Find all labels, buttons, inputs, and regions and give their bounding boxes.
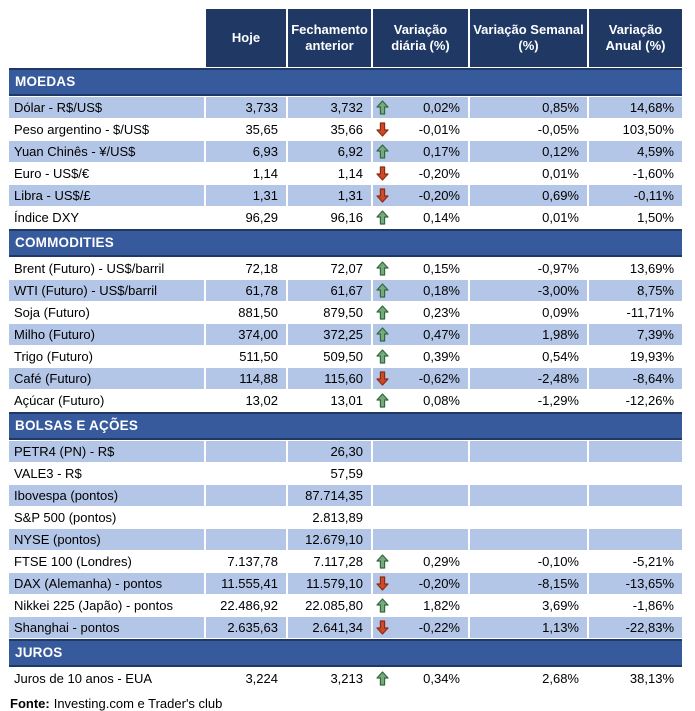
hoje-value[interactable]: 2.635,63 [206, 617, 286, 638]
variacao-diaria-cell[interactable] [373, 346, 468, 367]
trend-down-icon [376, 576, 389, 591]
row-label[interactable]: Soja (Futuro) [9, 302, 204, 323]
hoje-value[interactable]: 72,18 [206, 258, 286, 279]
variacao-diaria-cell[interactable] [373, 163, 468, 184]
table-row [9, 595, 682, 616]
variacao-anual-value[interactable] [589, 507, 682, 528]
variacao-anual-value[interactable]: -8,64% [589, 368, 682, 389]
variacao-anual-value[interactable]: 19,93% [589, 346, 682, 367]
variacao-semanal-value[interactable]: -8,15% [470, 573, 587, 594]
row-label[interactable]: NYSE (pontos) [9, 529, 204, 550]
table-row [9, 302, 682, 323]
column-header-variacao-diaria[interactable]: Variação diária (%) [373, 9, 468, 67]
row-label[interactable]: Juros de 10 anos - EUA [9, 668, 204, 689]
variacao-diaria-cell[interactable] [373, 441, 468, 462]
hoje-value[interactable]: 1,14 [206, 163, 286, 184]
trend-up-icon [376, 283, 389, 298]
fechamento-anterior-value[interactable]: 879,50 [288, 302, 371, 323]
row-label[interactable]: Índice DXY [9, 207, 204, 228]
variacao-diaria-value: 0,47% [423, 327, 460, 342]
hoje-value[interactable]: 22.486,92 [206, 595, 286, 616]
row-label[interactable]: Milho (Futuro) [9, 324, 204, 345]
hoje-value[interactable] [206, 441, 286, 462]
variacao-diaria-cell[interactable] [373, 185, 468, 206]
fechamento-anterior-value[interactable]: 372,25 [288, 324, 371, 345]
column-header-row [9, 9, 682, 67]
variacao-diaria-value: -0,20% [418, 188, 460, 203]
variacao-diaria-cell[interactable] [373, 258, 468, 279]
row-label[interactable]: VALE3 - R$ [9, 463, 204, 484]
variacao-semanal-value[interactable]: -0,97% [470, 258, 587, 279]
variacao-semanal-value[interactable]: 2,68% [470, 668, 587, 689]
table-row [9, 368, 682, 389]
variacao-semanal-value[interactable]: 0,85% [470, 97, 587, 118]
variacao-anual-value[interactable]: -1,60% [589, 163, 682, 184]
hoje-value[interactable]: 881,50 [206, 302, 286, 323]
trend-down-icon [376, 620, 389, 635]
variacao-diaria-value: 0,08% [423, 393, 460, 408]
variacao-semanal-value[interactable]: 0,12% [470, 141, 587, 162]
variacao-diaria-value: 0,34% [423, 671, 460, 686]
variacao-semanal-value[interactable]: 0,01% [470, 163, 587, 184]
table-row [9, 119, 682, 140]
variacao-diaria-cell[interactable] [373, 617, 468, 638]
variacao-semanal-value[interactable]: 0,54% [470, 346, 587, 367]
variacao-diaria-cell[interactable] [373, 529, 468, 550]
row-label[interactable]: Açúcar (Futuro) [9, 390, 204, 411]
variacao-semanal-value[interactable] [470, 529, 587, 550]
variacao-diaria-value: 0,39% [423, 349, 460, 364]
table-row [9, 141, 682, 162]
hoje-value[interactable]: 11.555,41 [206, 573, 286, 594]
variacao-diaria-value: 0,14% [423, 210, 460, 225]
table-row [9, 185, 682, 206]
trend-up-icon [376, 261, 389, 276]
fechamento-anterior-value[interactable]: 1,31 [288, 185, 371, 206]
hoje-value[interactable]: 511,50 [206, 346, 286, 367]
row-label[interactable]: Peso argentino - $/US$ [9, 119, 204, 140]
variacao-semanal-value[interactable] [470, 485, 587, 506]
row-label[interactable]: Shanghai - pontos [9, 617, 204, 638]
variacao-diaria-cell[interactable] [373, 668, 468, 689]
variacao-diaria-value: -0,62% [418, 371, 460, 386]
table-row [9, 617, 682, 638]
trend-up-icon [376, 305, 389, 320]
fechamento-anterior-value[interactable]: 72,07 [288, 258, 371, 279]
hoje-value[interactable]: 7.137,78 [206, 551, 286, 572]
trend-up-icon [376, 349, 389, 364]
fechamento-anterior-value[interactable]: 61,67 [288, 280, 371, 301]
trend-up-icon [376, 554, 389, 569]
variacao-diaria-value: 0,29% [423, 554, 460, 569]
table-row [9, 551, 682, 572]
variacao-anual-value[interactable] [589, 485, 682, 506]
fechamento-anterior-value[interactable]: 13,01 [288, 390, 371, 411]
fechamento-anterior-value[interactable]: 11.579,10 [288, 573, 371, 594]
fechamento-anterior-value[interactable]: 2.813,89 [288, 507, 371, 528]
corner-empty-cell [9, 9, 204, 67]
variacao-diaria-cell[interactable] [373, 463, 468, 484]
variacao-diaria-cell[interactable] [373, 390, 468, 411]
table-row [9, 441, 682, 462]
fechamento-anterior-value[interactable]: 96,16 [288, 207, 371, 228]
variacao-diaria-cell[interactable] [373, 141, 468, 162]
table-row [9, 280, 682, 301]
fechamento-anterior-value[interactable]: 6,92 [288, 141, 371, 162]
section-title[interactable]: COMMODITIES [9, 229, 682, 257]
section-title[interactable]: MOEDAS [9, 68, 682, 96]
row-label[interactable]: WTI (Futuro) - US$/barril [9, 280, 204, 301]
variacao-semanal-value[interactable]: -3,00% [470, 280, 587, 301]
fechamento-anterior-value[interactable]: 3,213 [288, 668, 371, 689]
table-row [9, 573, 682, 594]
hoje-value[interactable]: 13,02 [206, 390, 286, 411]
variacao-anual-value[interactable]: -1,86% [589, 595, 682, 616]
variacao-anual-value[interactable]: -12,26% [589, 390, 682, 411]
variacao-semanal-value[interactable]: -1,29% [470, 390, 587, 411]
trend-up-icon [376, 598, 389, 613]
market-table [7, 8, 684, 690]
hoje-value[interactable] [206, 485, 286, 506]
trend-up-icon [376, 144, 389, 159]
variacao-semanal-value[interactable]: 1,98% [470, 324, 587, 345]
variacao-diaria-value: -0,20% [418, 576, 460, 591]
market-table-body [9, 68, 682, 689]
table-row [9, 668, 682, 689]
trend-up-icon [376, 327, 389, 342]
fechamento-anterior-value[interactable]: 26,30 [288, 441, 371, 462]
hoje-value[interactable]: 3,224 [206, 668, 286, 689]
variacao-anual-value[interactable]: 7,39% [589, 324, 682, 345]
variacao-anual-value[interactable] [589, 529, 682, 550]
variacao-diaria-value: 0,15% [423, 261, 460, 276]
variacao-semanal-value[interactable]: 0,01% [470, 207, 587, 228]
table-row [9, 207, 682, 228]
variacao-semanal-value[interactable] [470, 441, 587, 462]
variacao-semanal-value[interactable]: 3,69% [470, 595, 587, 616]
variacao-anual-value[interactable]: -0,11% [589, 185, 682, 206]
variacao-diaria-value: 0,17% [423, 144, 460, 159]
table-row [9, 97, 682, 118]
variacao-diaria-value: 0,23% [423, 305, 460, 320]
trend-down-icon [376, 122, 389, 137]
row-label[interactable]: Trigo (Futuro) [9, 346, 204, 367]
variacao-diaria-cell[interactable] [373, 302, 468, 323]
table-row [9, 258, 682, 279]
table-row [9, 507, 682, 528]
hoje-value[interactable]: 61,78 [206, 280, 286, 301]
variacao-anual-value[interactable]: 14,68% [589, 97, 682, 118]
variacao-diaria-cell[interactable] [373, 207, 468, 228]
row-label[interactable]: Dólar - R$/US$ [9, 97, 204, 118]
fechamento-anterior-value[interactable]: 3,732 [288, 97, 371, 118]
hoje-value[interactable]: 96,29 [206, 207, 286, 228]
variacao-diaria-cell[interactable] [373, 324, 468, 345]
trend-down-icon [376, 188, 389, 203]
variacao-semanal-value[interactable] [470, 507, 587, 528]
hoje-value[interactable] [206, 507, 286, 528]
trend-down-icon [376, 371, 389, 386]
table-row [9, 163, 682, 184]
variacao-semanal-value[interactable]: -0,10% [470, 551, 587, 572]
variacao-semanal-value[interactable] [470, 463, 587, 484]
row-label[interactable]: Yuan Chinês - ¥/US$ [9, 141, 204, 162]
variacao-diaria-cell[interactable] [373, 551, 468, 572]
source-line [10, 696, 695, 711]
variacao-anual-value[interactable] [589, 441, 682, 462]
fechamento-anterior-value[interactable]: 35,66 [288, 119, 371, 140]
variacao-diaria-cell[interactable] [373, 119, 468, 140]
section-header-row [9, 412, 682, 440]
trend-up-icon [376, 210, 389, 225]
table-row [9, 463, 682, 484]
variacao-diaria-cell[interactable] [373, 368, 468, 389]
row-label[interactable]: S&P 500 (pontos) [9, 507, 204, 528]
variacao-diaria-cell[interactable] [373, 97, 468, 118]
variacao-anual-value[interactable]: 38,13% [589, 668, 682, 689]
hoje-value[interactable]: 3,733 [206, 97, 286, 118]
hoje-value[interactable] [206, 529, 286, 550]
variacao-semanal-value[interactable]: -2,48% [470, 368, 587, 389]
variacao-diaria-cell[interactable] [373, 595, 468, 616]
fechamento-anterior-value[interactable]: 12.679,10 [288, 529, 371, 550]
variacao-anual-value[interactable]: 103,50% [589, 119, 682, 140]
hoje-value[interactable]: 1,31 [206, 185, 286, 206]
hoje-value[interactable]: 6,93 [206, 141, 286, 162]
trend-down-icon [376, 166, 389, 181]
variacao-diaria-cell[interactable] [373, 485, 468, 506]
variacao-diaria-value: 1,82% [423, 598, 460, 613]
hoje-value[interactable]: 374,00 [206, 324, 286, 345]
row-label[interactable]: Euro - US$/€ [9, 163, 204, 184]
variacao-semanal-value[interactable]: 0,69% [470, 185, 587, 206]
section-header-row [9, 639, 682, 667]
table-row [9, 390, 682, 411]
variacao-anual-value[interactable]: -5,21% [589, 551, 682, 572]
column-header-hoje[interactable]: Hoje [206, 9, 286, 67]
variacao-anual-value[interactable]: -13,65% [589, 573, 682, 594]
fechamento-anterior-value[interactable]: 57,59 [288, 463, 371, 484]
hoje-value[interactable]: 114,88 [206, 368, 286, 389]
trend-up-icon [376, 100, 389, 115]
variacao-anual-value[interactable]: -22,83% [589, 617, 682, 638]
source-label: Fonte: [10, 696, 50, 711]
variacao-diaria-cell[interactable] [373, 280, 468, 301]
table-row [9, 485, 682, 506]
column-header-fechamento-anterior[interactable]: Fechamento anterior [288, 9, 371, 67]
variacao-diaria-cell[interactable] [373, 507, 468, 528]
source-text: Investing.com e Trader's club [53, 696, 223, 711]
variacao-diaria-cell[interactable] [373, 573, 468, 594]
section-header-row [9, 229, 682, 257]
column-header-variacao-anual[interactable]: Variação Anual (%) [589, 9, 682, 67]
fechamento-anterior-value[interactable]: 7.117,28 [288, 551, 371, 572]
row-label[interactable]: PETR4 (PN) - R$ [9, 441, 204, 462]
hoje-value[interactable]: 35,65 [206, 119, 286, 140]
variacao-anual-value[interactable]: 13,69% [589, 258, 682, 279]
variacao-diaria-value: -0,22% [418, 620, 460, 635]
section-title[interactable]: JUROS [9, 639, 682, 667]
variacao-anual-value[interactable]: 8,75% [589, 280, 682, 301]
fechamento-anterior-value[interactable]: 87.714,35 [288, 485, 371, 506]
variacao-diaria-value: 0,02% [423, 100, 460, 115]
fechamento-anterior-value[interactable]: 22.085,80 [288, 595, 371, 616]
fechamento-anterior-value[interactable]: 509,50 [288, 346, 371, 367]
variacao-anual-value[interactable] [589, 463, 682, 484]
table-row [9, 529, 682, 550]
variacao-diaria-value: 0,18% [423, 283, 460, 298]
row-label[interactable]: Nikkei 225 (Japão) - pontos [9, 595, 204, 616]
variacao-diaria-value: -0,20% [418, 166, 460, 181]
fechamento-anterior-value[interactable]: 2.641,34 [288, 617, 371, 638]
variacao-anual-value[interactable]: 1,50% [589, 207, 682, 228]
variacao-diaria-value: -0,01% [418, 122, 460, 137]
trend-up-icon [376, 671, 389, 686]
fechamento-anterior-value[interactable]: 115,60 [288, 368, 371, 389]
variacao-semanal-value[interactable]: -0,05% [470, 119, 587, 140]
section-title[interactable]: BOLSAS E AÇÕES [9, 412, 682, 440]
row-label[interactable]: FTSE 100 (Londres) [9, 551, 204, 572]
table-row [9, 324, 682, 345]
section-header-row [9, 68, 682, 96]
variacao-semanal-value[interactable]: 0,09% [470, 302, 587, 323]
hoje-value[interactable] [206, 463, 286, 484]
row-label[interactable]: DAX (Alemanha) - pontos [9, 573, 204, 594]
row-label[interactable]: Libra - US$/£ [9, 185, 204, 206]
table-row [9, 346, 682, 367]
fechamento-anterior-value[interactable]: 1,14 [288, 163, 371, 184]
trend-up-icon [376, 393, 389, 408]
row-label[interactable]: Café (Futuro) [9, 368, 204, 389]
row-label[interactable]: Brent (Futuro) - US$/barril [9, 258, 204, 279]
variacao-anual-value[interactable]: -11,71% [589, 302, 682, 323]
row-label[interactable]: Ibovespa (pontos) [9, 485, 204, 506]
variacao-anual-value[interactable]: 4,59% [589, 141, 682, 162]
variacao-semanal-value[interactable]: 1,13% [470, 617, 587, 638]
column-header-variacao-semanal[interactable]: Variação Semanal (%) [470, 9, 587, 67]
